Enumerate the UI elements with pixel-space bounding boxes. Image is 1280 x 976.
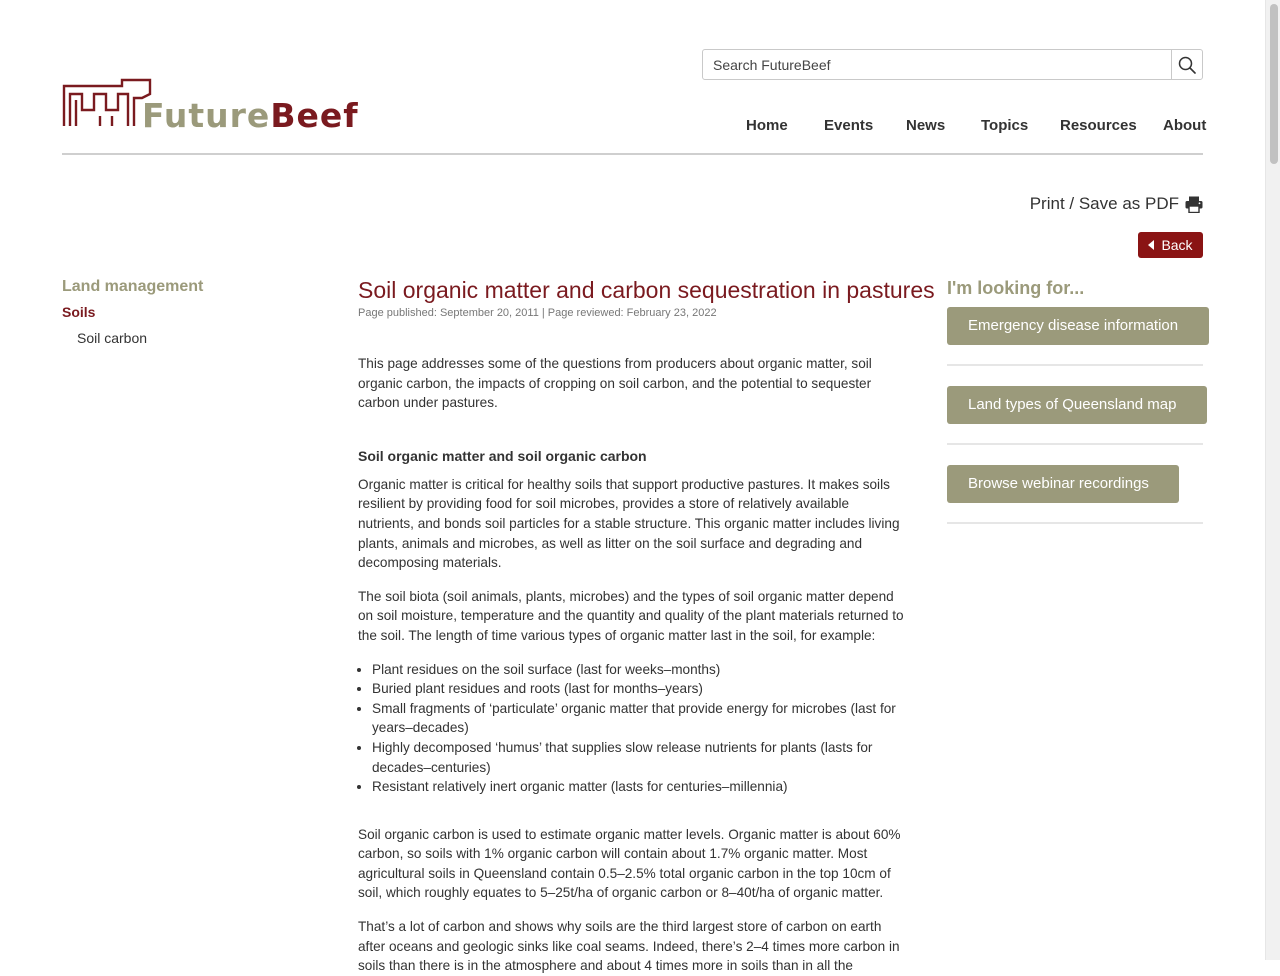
section-heading: Soil organic matter and soil organic carbon	[358, 447, 647, 464]
emergency-disease-button[interactable]: Emergency disease information	[947, 307, 1209, 345]
back-label: Back	[1161, 237, 1193, 253]
nav-topics[interactable]: Topics	[981, 117, 1029, 134]
nav-about[interactable]: About	[1163, 117, 1207, 134]
page-title: Soil organic matter and carbon sequestration in pastures	[358, 277, 935, 303]
list-item: • Small fragments of ‘particulate’ organic matter that provide energy for microbes (last for years–decades)	[372, 699, 908, 738]
nav-events[interactable]: Events	[824, 117, 874, 134]
intro-paragraph: This page addresses some of the questions from producers about organic matter, soil organic carbon, the impacts of cropping on soil carbon, and the potential to sequester carbon under pastures.	[358, 356, 872, 411]
paragraph: Organic matter is critical for healthy soils that support productive pastures. It makes soils resilient by providing food for soil microbes, provides a store of relatively available nutrients, and bonds soil particles for a stable structure. This organic matter includes living plants, animals and microbes, as well as litter on the soil surface and degrading and decomposing materials.	[358, 476, 900, 571]
list-item: • Plant residues on the soil surface (last for weeks–months)	[372, 660, 908, 680]
scrollbar-thumb[interactable]	[1270, 4, 1278, 164]
search-button[interactable]	[1171, 50, 1202, 79]
page-dates: Page published: September 20, 2011 | Page reviewed: February 23, 2022	[358, 307, 717, 319]
page-scrollbar[interactable]	[1265, 0, 1280, 960]
back-button[interactable]	[1138, 232, 1203, 258]
divider	[947, 364, 1203, 366]
looking-for-heading: I'm looking for...	[947, 278, 1085, 298]
list-item: • Resistant relatively inert organic matter (lasts for centuries–millennia)	[372, 777, 908, 797]
divider	[947, 522, 1203, 524]
sidebar-item-soils[interactable]: Soils	[62, 304, 96, 320]
search-box	[702, 49, 1203, 80]
caret-left-icon	[1148, 240, 1154, 250]
sidebar-item-soil-carbon[interactable]: Soil carbon	[77, 330, 148, 346]
article	[358, 276, 935, 976]
paragraph: The soil biota (soil animals, plants, microbes) and the types of soil organic matter depend on soil moisture, temperature and the quantity and quality of the plant materials returned to the soil. The length of time various types of organic matter last in the soil, for example:	[358, 588, 904, 643]
land-types-map-button[interactable]: Land types of Queensland map	[947, 386, 1207, 424]
nav-news[interactable]: News	[906, 117, 946, 134]
nav-resources[interactable]: Resources	[1060, 117, 1137, 134]
header-divider	[62, 153, 1203, 155]
main-nav	[0, 117, 1207, 137]
print-label: Print / Save as PDF	[1029, 194, 1179, 213]
paragraph: That’s a lot of carbon and shows why soils are the third largest store of carbon on earth after oceans and geologic sinks like coal seams. Indeed, there’s 2–4 times more carbon in soils than there is in the atmosphere and about 4 times more in soils than in all the	[358, 919, 900, 974]
search-input[interactable]	[703, 50, 1171, 79]
search-icon	[1178, 56, 1196, 74]
organic-matter-list	[358, 660, 908, 797]
divider	[947, 443, 1203, 445]
nav-home[interactable]: Home	[746, 117, 788, 134]
sidebar-heading[interactable]: Land management	[62, 278, 204, 295]
logo-wordmark: FutureBeef	[142, 96, 359, 135]
print-save-pdf-link[interactable]	[1030, 194, 1203, 214]
list-item: • Buried plant residues and roots (last for months–years)	[372, 679, 908, 699]
webinar-recordings-button[interactable]: Browse webinar recordings	[947, 465, 1179, 503]
list-item: • Highly decomposed ‘humus’ that supplies slow release nutrients for plants (lasts for decades–centuries)	[372, 738, 908, 777]
printer-icon	[1185, 196, 1203, 213]
paragraph: Soil organic carbon is used to estimate organic matter levels. Organic matter is about 60% carbon, so soils with 1% organic carbon will contain about 1.7% organic matter. Most agricultural soils in Queensland contain 0.5–2.5% total organic carbon in the top 10cm of soil, which roughly equates to 5–25t/ha of organic carbon or 8–40t/ha of organic matter.	[358, 826, 901, 901]
